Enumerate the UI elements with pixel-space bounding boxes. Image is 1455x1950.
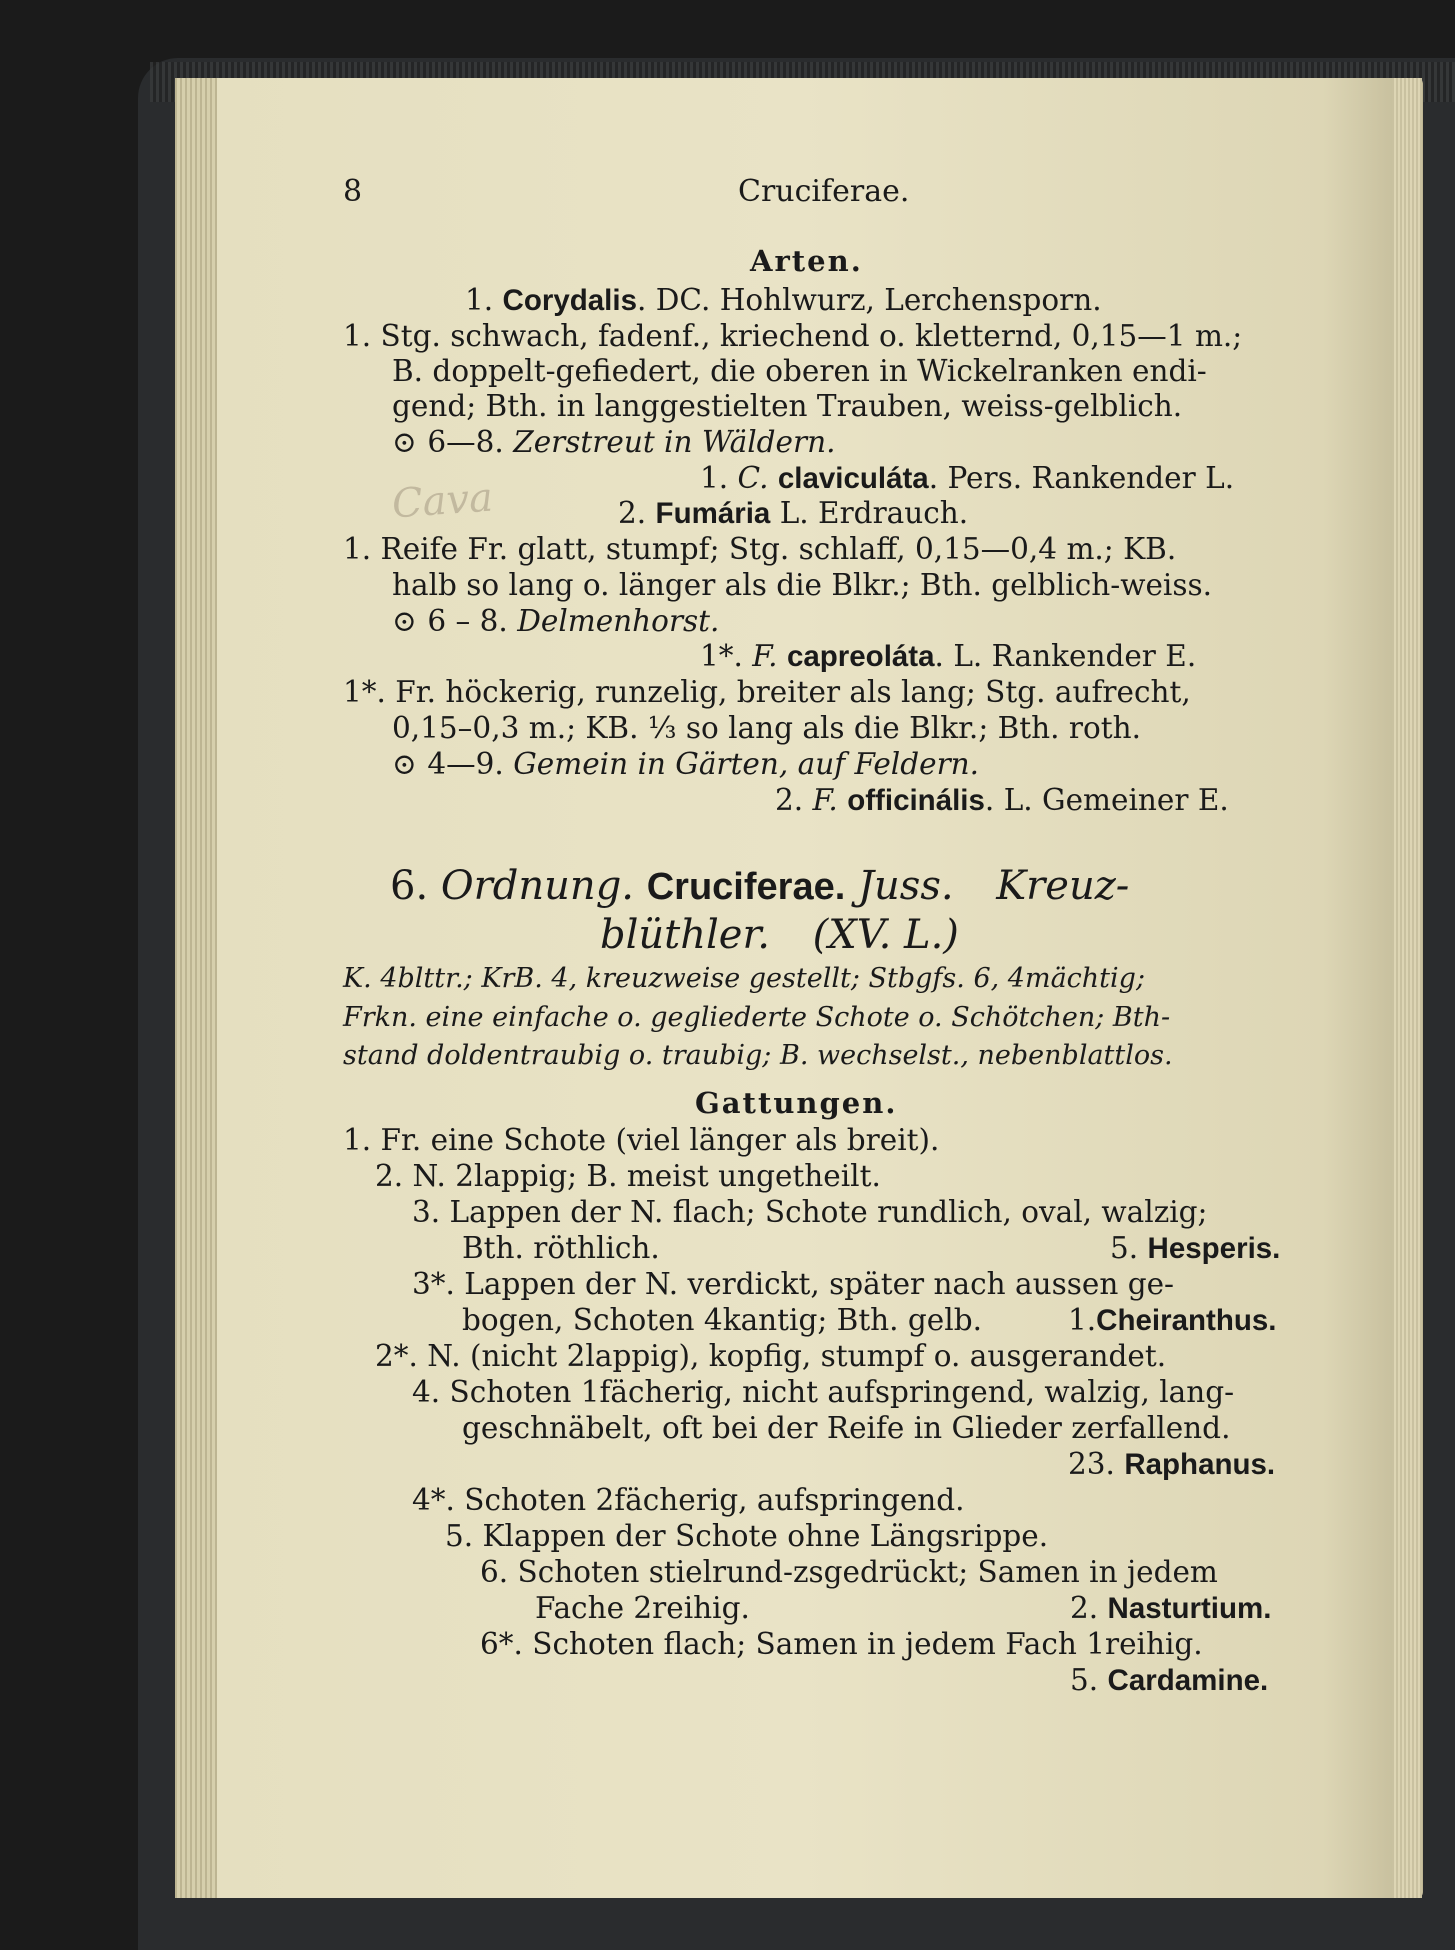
key-line: 2*. N. (nicht 2lappig), kopfig, stumpf o. ausgerandet. [375,1339,1167,1373]
text-line: ⊙ 6 – 8. Delmenhorst. [392,604,720,638]
key-genus-cheiranthus: 1.Cheiranthus. [1068,1303,1277,1337]
species-officinalis: 2. F. officinális. L. Gemeiner E. [775,783,1229,817]
key-line: 4*. Schoten 2fächerig, aufspringend. [412,1483,965,1517]
key-genus-cardamine: 5. Cardamine. [1070,1663,1269,1697]
text-line: ⊙ 6—8. Zerstreut in Wäldern. [392,425,836,459]
text-line: 1. Stg. schwach, fadenf., kriechend o. kletternd, 0,15—1 m.; [343,319,1243,353]
key-line: 4. Schoten 1fächerig, nicht aufspringend, walzig, lang- [412,1375,1235,1409]
genus-fumaria: 2. Fumária L. Erdrauch. [618,496,969,530]
running-title: Cruciferae. [738,174,910,209]
key-line: 6. Schoten stielrund-zsgedrückt; Samen in jedem [480,1555,1218,1589]
annual-icon: ⊙ [392,604,417,638]
pencil-annotation: Cava [390,474,495,528]
genus-name: Corydalis [502,284,637,317]
key-line: 6*. Schoten flach; Samen in jedem Fach 1reihig. [480,1627,1203,1661]
key-line: 3. Lappen der N. flach; Schote rundlich, oval, walzig; [412,1195,1208,1229]
text-line: 1*. Fr. höckerig, runzelig, breiter als lang; Stg. aufrecht, [343,675,1191,709]
order-description: K. 4blttr.; KrB. 4, kreuzweise gestellt; Stbgfs. 6, 4mächtig; [343,963,1146,994]
key-genus-nasturtium: 2. Nasturtium. [1070,1591,1272,1625]
key-genus-hesperis: 5. Hesperis. [1110,1231,1281,1265]
text-line: halb so lang o. länger als die Blkr.; Bth. gelblich-weiss. [392,568,1213,602]
section-heading-arten: Arten. [750,244,863,278]
text-line: ⊙ 4—9. Gemein in Gärten, auf Feldern. [392,747,980,781]
text-line: gend; Bth. in langgestielten Trauben, weiss-gelblich. [392,389,1183,423]
species-claviculata: 1. C. claviculáta. Pers. Rankender L. [700,461,1235,495]
order-description: Frkn. eine einfache o. gegliederte Schote o. Schötchen; Bth- [343,1002,1171,1033]
key-line: 1. Fr. eine Schote (viel länger als breit). [343,1123,940,1157]
order-description: stand doldentraubig o. traubig; B. wechselst., nebenblattlos. [343,1040,1173,1071]
section-heading-gattungen: Gattungen. [695,1086,898,1120]
text-line: B. doppelt-gefiedert, die oberen in Wickelranken endi- [392,354,1207,388]
text-line: 1. Reife Fr. glatt, stumpf; Stg. schlaff, 0,15—0,4 m.; KB. [343,532,1177,566]
order-heading: 6. Ordnung. Cruciferae. Juss. Kreuz- [390,863,1130,909]
annual-icon: ⊙ [392,747,417,781]
key-line: Fache 2reihig. [535,1591,750,1625]
key-line: 2. N. 2lappig; B. meist ungetheilt. [375,1159,881,1193]
key-line: geschnäbelt, oft bei der Reife in Glieder zerfallend. [462,1411,1231,1445]
annual-icon: ⊙ [392,425,417,459]
key-line: 5. Klappen der Schote ohne Längsrippe. [445,1519,1049,1553]
key-line: Bth. röthlich. [462,1231,660,1265]
genus-corydalis: 1. Corydalis. DC. Hohlwurz, Lerchensporn. [465,283,1102,317]
page-number: 8 [343,174,363,209]
species-capreolata: 1*. F. capreoláta. L. Rankender E. [700,639,1197,673]
order-heading-cont: blüthler. (XV. L.) [600,912,959,958]
text-line: 0,15–0,3 m.; KB. ⅓ so lang als die Blkr.; Bth. roth. [392,711,1142,745]
key-line: 3*. Lappen der N. verdickt, später nach aussen ge- [412,1267,1175,1301]
key-line: bogen, Schoten 4kantig; Bth. gelb. [462,1303,982,1337]
key-genus-raphanus: 23. Raphanus. [1068,1447,1276,1481]
